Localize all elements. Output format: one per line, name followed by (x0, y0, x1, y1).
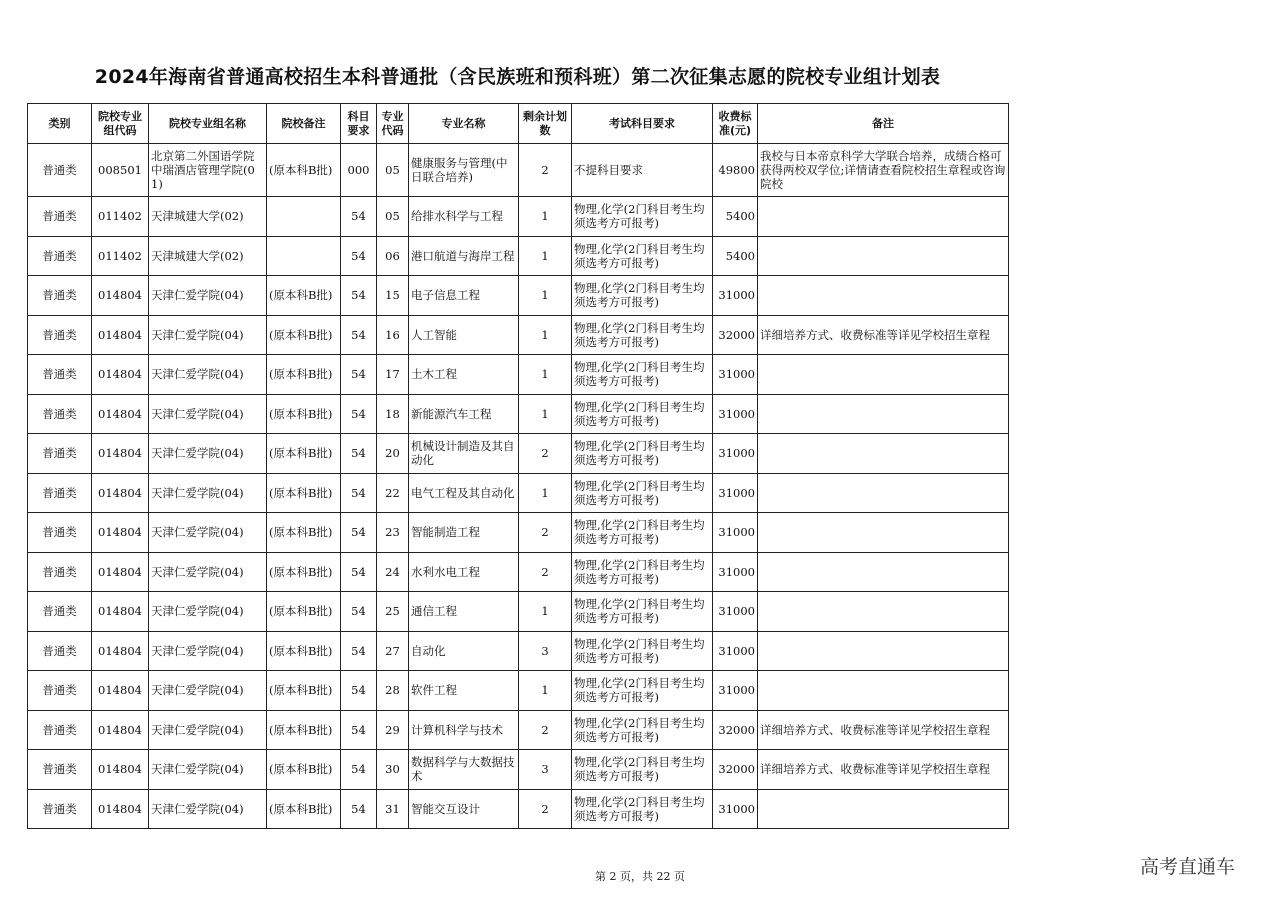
table-row (28, 355, 1009, 395)
note-cell (758, 355, 1009, 395)
group-name-cell: 天津仁爱学院(04) (149, 513, 267, 553)
group-code-cell: 014804 (92, 592, 149, 632)
group-name-cell: 天津仁爱学院(04) (149, 473, 267, 513)
table-row (28, 671, 1009, 711)
major-name-cell: 土木工程 (409, 355, 519, 395)
group-name-cell: 天津仁爱学院(04) (149, 710, 267, 750)
subject-requirement-cell: 54 (341, 750, 377, 790)
header-cell: 考试科目要求 (572, 104, 713, 144)
header-cell: 专业名称 (409, 104, 519, 144)
fee-cell: 5400 (713, 236, 758, 276)
group-name-cell: 天津仁爱学院(04) (149, 592, 267, 632)
table-row (28, 236, 1009, 276)
note-cell (758, 473, 1009, 513)
group-code-cell: 014804 (92, 315, 149, 355)
category-cell: 普通类 (28, 789, 92, 829)
subject-requirement-cell: 54 (341, 473, 377, 513)
table-row (28, 631, 1009, 671)
school-remark-cell: (原本科B批) (267, 710, 341, 750)
school-remark-cell: (原本科B批) (267, 144, 341, 197)
table-row (28, 144, 1009, 197)
subject-requirement-cell: 54 (341, 592, 377, 632)
major-code-cell: 23 (377, 513, 409, 553)
remaining-plan-cell: 1 (519, 394, 572, 434)
exam-subject-cell: 物理,化学(2门科目考生均须选考方可报考) (572, 276, 713, 316)
school-remark-cell: (原本科B批) (267, 434, 341, 474)
note-cell (758, 276, 1009, 316)
exam-subject-cell: 物理,化学(2门科目考生均须选考方可报考) (572, 513, 713, 553)
header-cell: 剩余计划数 (519, 104, 572, 144)
major-code-cell: 31 (377, 789, 409, 829)
major-name-cell: 软件工程 (409, 671, 519, 711)
remaining-plan-cell: 2 (519, 552, 572, 592)
remaining-plan-cell: 2 (519, 434, 572, 474)
table-row (28, 552, 1009, 592)
group-code-cell: 011402 (92, 197, 149, 237)
major-name-cell: 计算机科学与技术 (409, 710, 519, 750)
subject-requirement-cell: 54 (341, 434, 377, 474)
major-name-cell: 自动化 (409, 631, 519, 671)
header-cell: 收费标准(元) (713, 104, 758, 144)
header-cell: 科目要求 (341, 104, 377, 144)
note-cell (758, 552, 1009, 592)
header-cell: 专业代码 (377, 104, 409, 144)
remaining-plan-cell: 1 (519, 197, 572, 237)
major-name-cell: 健康服务与管理(中日联合培养) (409, 144, 519, 197)
remaining-plan-cell: 1 (519, 671, 572, 711)
major-code-cell: 05 (377, 197, 409, 237)
school-remark-cell: (原本科B批) (267, 789, 341, 829)
school-remark-cell: (原本科B批) (267, 394, 341, 434)
group-name-cell: 天津仁爱学院(04) (149, 789, 267, 829)
page-footer: 第 2 页，共 22 页 (595, 870, 685, 883)
group-code-cell: 014804 (92, 631, 149, 671)
major-name-cell: 智能制造工程 (409, 513, 519, 553)
remaining-plan-cell: 3 (519, 631, 572, 671)
category-cell: 普通类 (28, 197, 92, 237)
major-code-cell: 16 (377, 315, 409, 355)
table-row (28, 750, 1009, 790)
major-code-cell: 28 (377, 671, 409, 711)
major-name-cell: 智能交互设计 (409, 789, 519, 829)
school-remark-cell: (原本科B批) (267, 631, 341, 671)
school-remark-cell: (原本科B批) (267, 513, 341, 553)
category-cell: 普通类 (28, 355, 92, 395)
exam-subject-cell: 物理,化学(2门科目考生均须选考方可报考) (572, 197, 713, 237)
category-cell: 普通类 (28, 750, 92, 790)
note-cell (758, 671, 1009, 711)
fee-cell: 31000 (713, 394, 758, 434)
exam-subject-cell: 物理,化学(2门科目考生均须选考方可报考) (572, 355, 713, 395)
major-code-cell: 25 (377, 592, 409, 632)
group-code-cell: 014804 (92, 276, 149, 316)
major-name-cell: 港口航道与海岸工程 (409, 236, 519, 276)
table-row (28, 789, 1009, 829)
group-name-cell: 天津仁爱学院(04) (149, 750, 267, 790)
category-cell: 普通类 (28, 394, 92, 434)
fee-cell: 49800 (713, 144, 758, 197)
fee-cell: 32000 (713, 710, 758, 750)
category-cell: 普通类 (28, 434, 92, 474)
fee-cell: 31000 (713, 276, 758, 316)
fee-cell: 31000 (713, 552, 758, 592)
plan-table (27, 103, 1009, 829)
table-row (28, 276, 1009, 316)
group-code-cell: 014804 (92, 473, 149, 513)
table-body (28, 144, 1009, 829)
major-code-cell: 15 (377, 276, 409, 316)
subject-requirement-cell: 54 (341, 276, 377, 316)
group-name-cell: 天津城建大学(02) (149, 236, 267, 276)
subject-requirement-cell: 54 (341, 513, 377, 553)
note-cell: 详细培养方式、收费标准等详见学校招生章程 (758, 315, 1009, 355)
subject-requirement-cell: 54 (341, 671, 377, 711)
exam-subject-cell: 物理,化学(2门科目考生均须选考方可报考) (572, 394, 713, 434)
fee-cell: 31000 (713, 355, 758, 395)
exam-subject-cell: 物理,化学(2门科目考生均须选考方可报考) (572, 631, 713, 671)
table-row (28, 513, 1009, 553)
subject-requirement-cell: 54 (341, 197, 377, 237)
category-cell: 普通类 (28, 236, 92, 276)
group-code-cell: 014804 (92, 710, 149, 750)
note-cell: 详细培养方式、收费标准等详见学校招生章程 (758, 750, 1009, 790)
major-name-cell: 水利水电工程 (409, 552, 519, 592)
group-code-cell: 014804 (92, 750, 149, 790)
note-cell (758, 631, 1009, 671)
note-cell: 我校与日本帝京科学大学联合培养，成绩合格可获得两校双学位;详情请查看院校招生章程或咨询院校 (758, 144, 1009, 197)
exam-subject-cell: 物理,化学(2门科目考生均须选考方可报考) (572, 434, 713, 474)
header-cell: 院校专业组代码 (92, 104, 149, 144)
group-name-cell: 天津仁爱学院(04) (149, 394, 267, 434)
header-cell: 备注 (758, 104, 1009, 144)
note-cell (758, 513, 1009, 553)
note-cell: 详细培养方式、收费标准等详见学校招生章程 (758, 710, 1009, 750)
major-code-cell: 30 (377, 750, 409, 790)
major-name-cell: 机械设计制造及其自动化 (409, 434, 519, 474)
group-name-cell: 天津仁爱学院(04) (149, 315, 267, 355)
fee-cell: 32000 (713, 315, 758, 355)
note-cell (758, 394, 1009, 434)
remaining-plan-cell: 2 (519, 513, 572, 553)
group-name-cell: 天津城建大学(02) (149, 197, 267, 237)
exam-subject-cell: 物理,化学(2门科目考生均须选考方可报考) (572, 671, 713, 711)
group-name-cell: 天津仁爱学院(04) (149, 552, 267, 592)
school-remark-cell (267, 236, 341, 276)
school-remark-cell: (原本科B批) (267, 592, 341, 632)
subject-requirement-cell: 54 (341, 315, 377, 355)
major-name-cell: 新能源汽车工程 (409, 394, 519, 434)
category-cell: 普通类 (28, 513, 92, 553)
exam-subject-cell: 物理,化学(2门科目考生均须选考方可报考) (572, 236, 713, 276)
subject-requirement-cell: 54 (341, 552, 377, 592)
table-row (28, 197, 1009, 237)
remaining-plan-cell: 1 (519, 315, 572, 355)
exam-subject-cell: 物理,化学(2门科目考生均须选考方可报考) (572, 789, 713, 829)
remaining-plan-cell: 1 (519, 592, 572, 632)
group-name-cell: 天津仁爱学院(04) (149, 434, 267, 474)
table-row (28, 434, 1009, 474)
group-code-cell: 014804 (92, 394, 149, 434)
major-name-cell: 电子信息工程 (409, 276, 519, 316)
remaining-plan-cell: 1 (519, 473, 572, 513)
header-cell: 院校备注 (267, 104, 341, 144)
school-remark-cell: (原本科B批) (267, 750, 341, 790)
group-code-cell: 014804 (92, 513, 149, 553)
group-code-cell: 014804 (92, 789, 149, 829)
group-name-cell: 天津仁爱学院(04) (149, 355, 267, 395)
note-cell (758, 434, 1009, 474)
group-code-cell: 014804 (92, 434, 149, 474)
table-row (28, 592, 1009, 632)
exam-subject-cell: 不提科目要求 (572, 144, 713, 197)
major-name-cell: 人工智能 (409, 315, 519, 355)
category-cell: 普通类 (28, 631, 92, 671)
subject-requirement-cell: 54 (341, 789, 377, 829)
fee-cell: 31000 (713, 631, 758, 671)
note-cell (758, 789, 1009, 829)
subject-requirement-cell: 54 (341, 710, 377, 750)
table-row (28, 473, 1009, 513)
table-row (28, 394, 1009, 434)
major-code-cell: 24 (377, 552, 409, 592)
major-code-cell: 20 (377, 434, 409, 474)
exam-subject-cell: 物理,化学(2门科目考生均须选考方可报考) (572, 315, 713, 355)
remaining-plan-cell: 2 (519, 789, 572, 829)
major-name-cell: 数据科学与大数据技术 (409, 750, 519, 790)
exam-subject-cell: 物理,化学(2门科目考生均须选考方可报考) (572, 552, 713, 592)
remaining-plan-cell: 1 (519, 276, 572, 316)
school-remark-cell: (原本科B批) (267, 671, 341, 711)
school-remark-cell: (原本科B批) (267, 276, 341, 316)
table-row (28, 710, 1009, 750)
major-name-cell: 电气工程及其自动化 (409, 473, 519, 513)
table-header-row (28, 104, 1009, 144)
category-cell: 普通类 (28, 592, 92, 632)
subject-requirement-cell: 54 (341, 355, 377, 395)
major-name-cell: 通信工程 (409, 592, 519, 632)
major-code-cell: 27 (377, 631, 409, 671)
school-remark-cell (267, 197, 341, 237)
header-cell: 类别 (28, 104, 92, 144)
category-cell: 普通类 (28, 710, 92, 750)
remaining-plan-cell: 2 (519, 144, 572, 197)
group-code-cell: 014804 (92, 552, 149, 592)
remaining-plan-cell: 3 (519, 750, 572, 790)
group-name-cell: 天津仁爱学院(04) (149, 276, 267, 316)
category-cell: 普通类 (28, 671, 92, 711)
category-cell: 普通类 (28, 276, 92, 316)
table-row (28, 315, 1009, 355)
subject-requirement-cell: 54 (341, 236, 377, 276)
major-code-cell: 05 (377, 144, 409, 197)
fee-cell: 5400 (713, 197, 758, 237)
watermark-logo: 高考直通车 (1140, 856, 1236, 878)
fee-cell: 32000 (713, 750, 758, 790)
exam-subject-cell: 物理,化学(2门科目考生均须选考方可报考) (572, 750, 713, 790)
fee-cell: 31000 (713, 789, 758, 829)
group-name-cell: 北京第二外国语学院中瑞酒店管理学院(01) (149, 144, 267, 197)
remaining-plan-cell: 1 (519, 236, 572, 276)
group-name-cell: 天津仁爱学院(04) (149, 631, 267, 671)
group-code-cell: 008501 (92, 144, 149, 197)
category-cell: 普通类 (28, 315, 92, 355)
major-code-cell: 29 (377, 710, 409, 750)
group-name-cell: 天津仁爱学院(04) (149, 671, 267, 711)
school-remark-cell: (原本科B批) (267, 552, 341, 592)
fee-cell: 31000 (713, 513, 758, 553)
school-remark-cell: (原本科B批) (267, 355, 341, 395)
major-code-cell: 06 (377, 236, 409, 276)
group-code-cell: 014804 (92, 355, 149, 395)
subject-requirement-cell: 54 (341, 394, 377, 434)
note-cell (758, 592, 1009, 632)
group-code-cell: 014804 (92, 671, 149, 711)
exam-subject-cell: 物理,化学(2门科目考生均须选考方可报考) (572, 473, 713, 513)
school-remark-cell: (原本科B批) (267, 473, 341, 513)
subject-requirement-cell: 000 (341, 144, 377, 197)
group-code-cell: 011402 (92, 236, 149, 276)
school-remark-cell: (原本科B批) (267, 315, 341, 355)
page-title: 2024年海南省普通高校招生本科普通批（含民族班和预科班）第二次征集志愿的院校专业组计划表 (94, 66, 941, 88)
header-cell: 院校专业组名称 (149, 104, 267, 144)
fee-cell: 31000 (713, 671, 758, 711)
note-cell (758, 236, 1009, 276)
exam-subject-cell: 物理,化学(2门科目考生均须选考方可报考) (572, 710, 713, 750)
fee-cell: 31000 (713, 473, 758, 513)
major-name-cell: 给排水科学与工程 (409, 197, 519, 237)
major-code-cell: 22 (377, 473, 409, 513)
fee-cell: 31000 (713, 434, 758, 474)
category-cell: 普通类 (28, 473, 92, 513)
category-cell: 普通类 (28, 552, 92, 592)
category-cell: 普通类 (28, 144, 92, 197)
note-cell (758, 197, 1009, 237)
major-code-cell: 17 (377, 355, 409, 395)
remaining-plan-cell: 1 (519, 355, 572, 395)
exam-subject-cell: 物理,化学(2门科目考生均须选考方可报考) (572, 592, 713, 632)
subject-requirement-cell: 54 (341, 631, 377, 671)
fee-cell: 31000 (713, 592, 758, 632)
remaining-plan-cell: 2 (519, 710, 572, 750)
major-code-cell: 18 (377, 394, 409, 434)
